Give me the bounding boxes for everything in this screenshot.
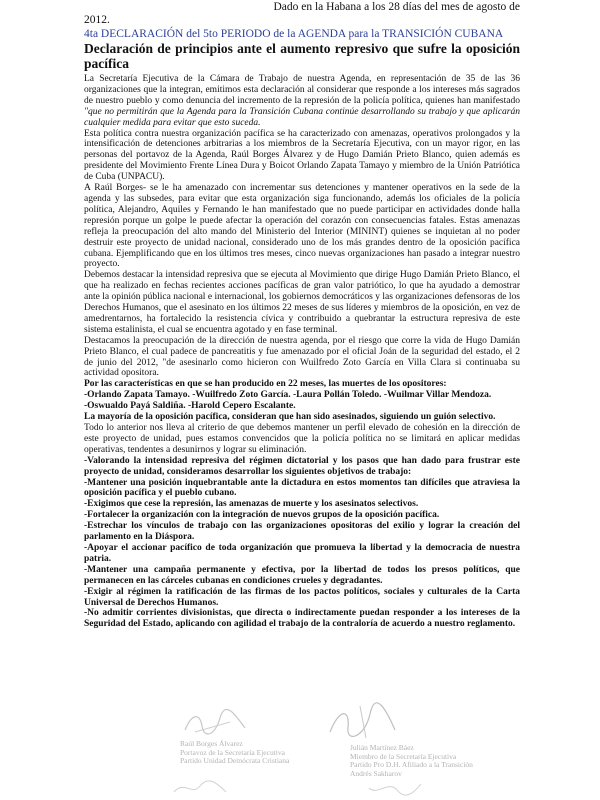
paragraph: A Raúl Borges- se le ha amenazado con incrementar sus detenciones y mantener operativos en la sede de la agenda y las subsedes, para evitar que esta organización siga funcionando, además los oficiales de la policía política, Alejandro, Aquiles y Fernando le han manifestado que no puede participar en actividades donde halla represión porque un golpe le puede afectar la operación del corazón con consecuencias fatales. Estas amenazas refleja la preocupación del alto mando del Ministerio del Interior (MININT) quienes se inquietan al no poder destruir este proyecto de unidad nacional, considerado uno de los más grandes dentro de la oposición pacífica cubana. Ejemplificando que en los últimos tres meses, cinco nuevas organizaciones han pasado a integrar nuestro proyecto. bbox=[84, 183, 520, 270]
objective-item: -Exigir al régimen la ratificación de las firmas de los pactos políticos, sociales y culturales de la Carta Universal de Derechos Humanos. bbox=[84, 586, 520, 608]
paragraph: Todo lo anterior nos lleva al criterio de que debemos mantener un perfil elevado de cohesión en la dirección de este proyecto de unidad, pues estamos convencidos que la policía política no se limitará en aplicar medidas operativas, tendentes a desunirnos y lograr su eliminación. bbox=[84, 423, 520, 455]
signer-name: Raúl Borges Álvarez bbox=[180, 739, 243, 748]
objective-item: -Mantener una posición inquebrantable ante la dictadura en estos momentos tan difíciles que atraviesa la oposición pacífica y el pueblo cubano. bbox=[84, 477, 520, 499]
document-body bbox=[84, 74, 520, 630]
objective-item: -Apoyar el accionar pacífico de toda organización que promueva la libertad y la democracia de nuestra patria. bbox=[84, 542, 520, 564]
signature-scribble-left bbox=[180, 708, 250, 738]
dateline: Dado en la Habana a los 28 días del mes de agosto de bbox=[273, 1, 520, 13]
objective-item: -Mantener una campaña permanente y efectiva, por la libertad de todos los presos políticos, que permanecen en las cárceles cubanas en condiciones crueles y degradantes. bbox=[84, 564, 520, 586]
paragraph: Esta política contra nuestra organización pacífica se ha caracterizado con amenazas, operativos prolongados y la intensificación de detenciones arbitrarias a los miembros de la Secretaría Ejecutiva, con un mayor rigor, en las personas del portavoz de la Agenda, Raúl Borges Álvarez y de Hugo Damián Prieto Blanco, quien además es presidente del Movimiento Frente Línea Dura y Boicot Orlando Zapata Tamayo y miembro de la Unión Patriótica de Cuba (UNPACU). bbox=[84, 128, 520, 183]
signer-name: Julián Martínez Báez bbox=[350, 743, 414, 752]
paragraph bbox=[84, 74, 520, 129]
declaration-subtitle: 4ta DECLARACIÓN del 5to PERIODO de la AGENDA para la TRANSICIÓN CUBANA bbox=[84, 28, 504, 40]
paragraph: -Valorando la intensidad represiva del régimen dictatorial y los pasos que han dado para frustrar este proyecto de unidad, consideramos desarrollar los siguientes objetivos de trabajo: bbox=[84, 455, 520, 477]
dateline-year: 2012. bbox=[84, 14, 110, 26]
paragraph: La mayoría de la oposición pacífica, consideran que han sido asesinados, siguiendo un guión selectivo. bbox=[84, 412, 496, 423]
document-title: Declaración de principios ante el aumento represivo que sufre la oposición pacífica bbox=[84, 41, 520, 71]
signature-area bbox=[150, 700, 550, 800]
objective-item: -No admitir corrientes divisionistas, que directa o indirectamente puedan responder a los intereses de la Seguridad del Estado, aplicando con agilidad el trabajo de la contraloría de acuerdo a nuestro reglamento. bbox=[84, 608, 520, 630]
paragraph: Debemos destacar la intensidad represiva que se ejecuta al Movimiento que dirige Hugo Damián Prieto Blanco, el que ha realizado en fechas recientes acciones pacíficas de gran valor patriótico, lo que ha ayudado a demostrar ante la opinión pública nacional e internacional, los gobiernos democráticos y las organizaciones defensoras de los Derechos Humanos, que el asesinato en los últimos 22 meses de sus líderes y miembros de la oposición, en vez de amedrentarnos, ha fortalecido la resistencia cívica y contribuido a quebrantar la estructura represiva de este sistema estalinista, el cual se encuentra agotado y en fase terminal. bbox=[84, 270, 520, 335]
victims-list: -Orlando Zapata Tamayo. -Wuilfredo Zoto García. -Laura Pollán Toledo. -Wuilmar Villar Mendoza. bbox=[84, 390, 492, 401]
signature-mark-right bbox=[365, 778, 425, 798]
signature-scribble-right bbox=[320, 702, 400, 742]
signer-org-line: Andrés Sakharov bbox=[350, 768, 402, 778]
signer-org: Partido Unidad Demócrata Cristiana bbox=[180, 756, 290, 765]
signature-left bbox=[180, 740, 340, 766]
objective-item: -Estrechar los vínculos de trabajo con las organizaciones opositoras del exilio y lograr la creación del parlamento en la Diáspora. bbox=[84, 521, 520, 543]
paragraph: Por las características en que se han producido en 22 meses, las muertes de los opositores: bbox=[84, 379, 447, 390]
signature-right bbox=[350, 744, 530, 778]
quoted-text: "que no permitirán que la Agenda para la Transición Cubana continúe desarrollando su trabajo y que aplicarán cualquier medida para evitar que esto suceda. bbox=[84, 106, 520, 128]
objective-item: -Fortalecer la organización con la integración de nuevos grupos de la oposición pacífica. bbox=[84, 510, 440, 521]
victims-list: -Oswualdo Payá Saldiña. -Harold Cepero Escalante. bbox=[84, 401, 296, 412]
paragraph-text: La Secretaría Ejecutiva de la Cámara de Trabajo de nuestra Agenda, en representación de 35 de las 36 organizaciones que la integran, emitimos esta declaración al considerar que responde a los intereses más sagrados de nuestro pueblo y como denuncia del incremento de la represión de la policía política, quienes han manifestado bbox=[84, 74, 520, 106]
signer-org: Partido Pro D.H. Afiliado a la Transición bbox=[350, 760, 473, 769]
signature-mark-left bbox=[170, 778, 230, 798]
signer-role: Portavoz de la Secretaría Ejecutiva bbox=[180, 747, 285, 757]
objective-item: -Exigimos que cese la represión, las amenazas de muerte y los asesinatos selectivos. bbox=[84, 499, 419, 510]
paragraph: Destacamos la preocupación de la dirección de nuestra agenda, por el riesgo que corre la vida de Hugo Damián Prieto Blanco, el cual padece de pancreatitis y fue amenazado por el oficial Joán de la seguridad del estado, el 2 de junio del 2012, "de asesinarlo como hicieron con Wuilfredo Zoto García en Villa Clara si continuaba su actividad opositora. bbox=[84, 335, 520, 379]
signer-role: Miembro de la Secretaría Ejecutiva bbox=[350, 751, 457, 761]
